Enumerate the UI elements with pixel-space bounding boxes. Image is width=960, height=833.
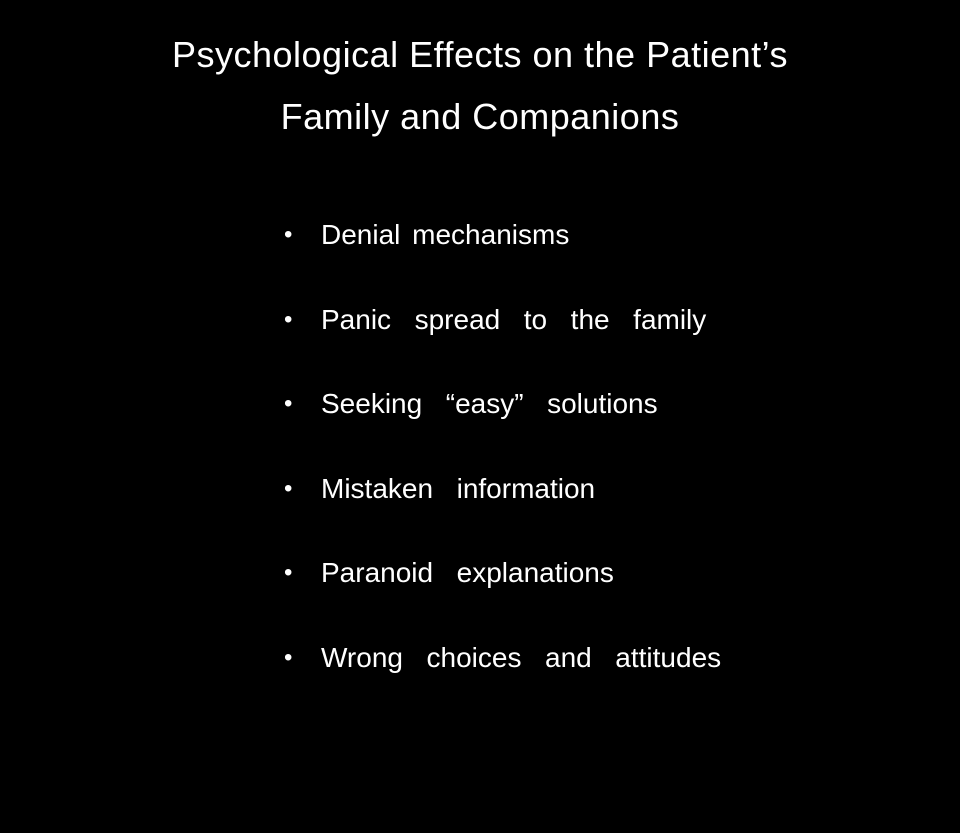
bullet-text: Denial mechanisms — [321, 219, 570, 250]
bullet-icon: • — [284, 390, 293, 417]
bullet-icon: • — [284, 221, 293, 248]
bullet-item — [284, 548, 614, 633]
bullet-item — [284, 633, 722, 718]
bullet-text: Wrong choices and attitudes — [321, 641, 722, 673]
bullet-text: Paranoid explanations — [321, 557, 614, 588]
bullet-icon: • — [284, 474, 293, 502]
bullet-text: Mistaken information — [321, 472, 596, 504]
bullet-list — [284, 210, 722, 717]
bullet-item — [284, 379, 658, 464]
bullet-text: Panic spread to the family — [321, 303, 707, 335]
title-line-1: Psychological Effects on the Patient’s — [171, 34, 789, 75]
bullet-item — [284, 210, 570, 295]
bullet-item — [284, 295, 707, 380]
bullet-icon: • — [284, 643, 293, 671]
bullet-text: Seeking “easy” solutions — [321, 388, 658, 419]
slide-title — [0, 24, 960, 148]
bullet-icon: • — [284, 559, 293, 586]
title-line-2: Family and Companions — [280, 96, 680, 137]
bullet-item — [284, 464, 596, 549]
bullet-icon: • — [284, 305, 293, 333]
